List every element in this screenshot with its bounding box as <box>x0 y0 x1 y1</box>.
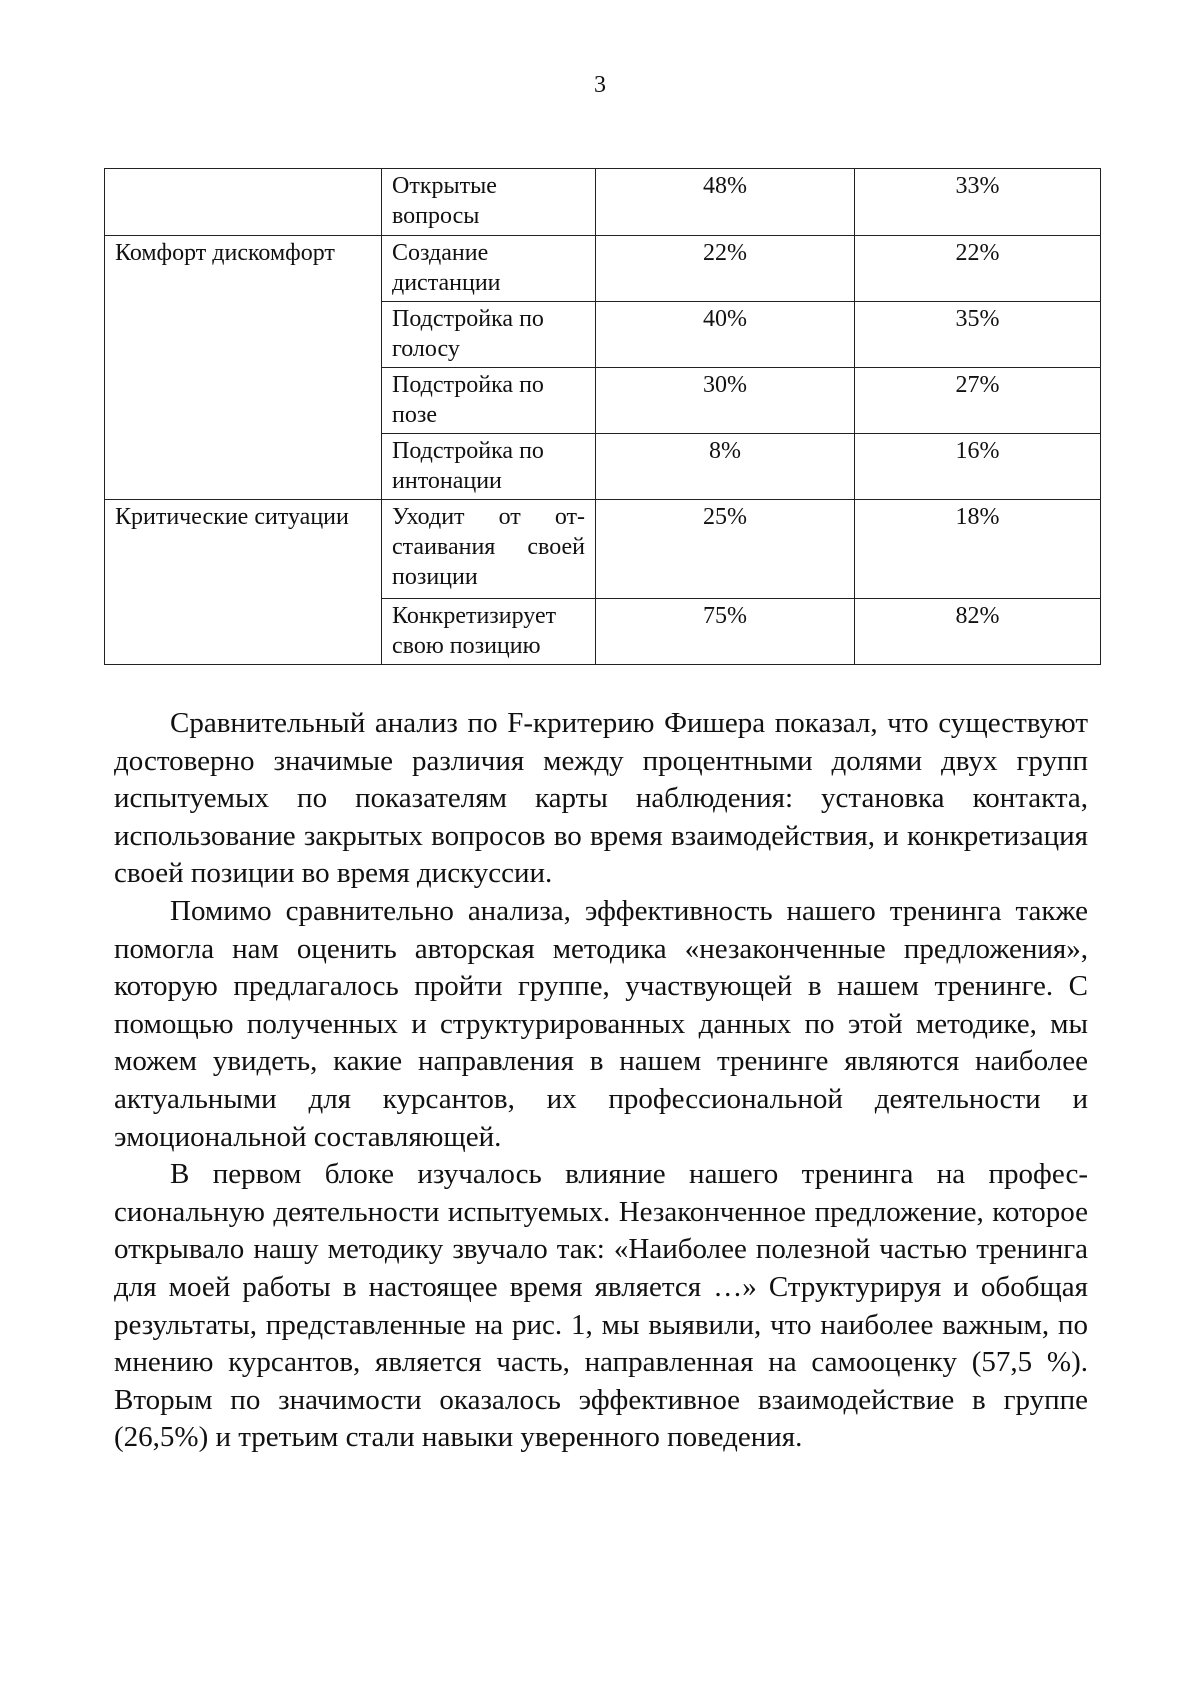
results-table <box>104 168 1101 665</box>
indicator-cell: Открытые вопросы <box>382 169 596 236</box>
indicator-cell: Подстройка по интонации <box>382 434 596 500</box>
group-cell <box>105 169 382 236</box>
value-1-cell: 8% <box>596 434 855 500</box>
group-cell-comfort: Комфорт дискомфорт <box>105 236 382 500</box>
table-row <box>105 169 1101 236</box>
value-1-cell: 40% <box>596 302 855 368</box>
value-2-cell: 35% <box>855 302 1101 368</box>
page-number: 3 <box>594 72 606 98</box>
indicator-cell: Подстройка по позе <box>382 368 596 434</box>
table-row <box>105 500 1101 599</box>
table-row <box>105 236 1101 302</box>
value-2-cell: 22% <box>855 236 1101 302</box>
indicator-cell: Создание дистанции <box>382 236 596 302</box>
paragraph: В первом блоке изучалось влияние нашего тренинга на профессиональную деятельности испытуемых. Незаконченное предложение, которое открывало нашу методику звучало так: «Наиболее полезной частью тренинга для моей работы в настоящее время является …» Структурируя и обобщая результаты, представленные на рис. 1, мы выявили, что наиболее важным, по мнению курсантов, является часть, направленная на самооценку (57,5 %). Вторым по значимости оказалось эффективное взаимодействие в группе (26,5%) и третьим стали навыки уверенного поведения. <box>114 1158 1088 1454</box>
value-1-cell: 25% <box>596 500 855 599</box>
value-2-cell: 33% <box>855 169 1101 236</box>
paragraph: Сравнительный анализ по F-критерию Фишера показал, что существуют достоверно значимые различия между процентными долями двух групп испытуемых по показателям карты наблюдения: установка контакта, использование закрытых вопросов во время взаимодействия, и конкретизация своей позиции во время дискуссии. <box>114 707 1088 890</box>
group-cell-critical: Критические ситуации <box>105 500 382 665</box>
value-2-cell: 16% <box>855 434 1101 500</box>
value-2-cell: 82% <box>855 599 1101 665</box>
indicator-cell: Конкретизирует свою позицию <box>382 599 596 665</box>
value-1-cell: 22% <box>596 236 855 302</box>
value-2-cell: 27% <box>855 368 1101 434</box>
value-1-cell: 30% <box>596 368 855 434</box>
indicator-cell: Подстройка по голосу <box>382 302 596 368</box>
value-1-cell: 48% <box>596 169 855 236</box>
value-1-cell: 75% <box>596 599 855 665</box>
paragraph: Помимо сравнительно анализа, эффективность нашего тренинга также помогла нам оценить авторская методика «незаконченные предложения», которую предлагалось пройти группе, участвующей в нашем тренинге. С помощью полученных и структурированных данных по этой методике, мы можем увидеть, какие направления в нашем тренинге являются наиболее актуальными для курсантов, их профессиональной деятельности и эмоциональной составляющей. <box>114 894 1088 1153</box>
indicator-cell: Уходит от отстаивания своей позиции <box>382 500 596 599</box>
value-2-cell: 18% <box>855 500 1101 599</box>
body-text <box>114 705 1088 1457</box>
